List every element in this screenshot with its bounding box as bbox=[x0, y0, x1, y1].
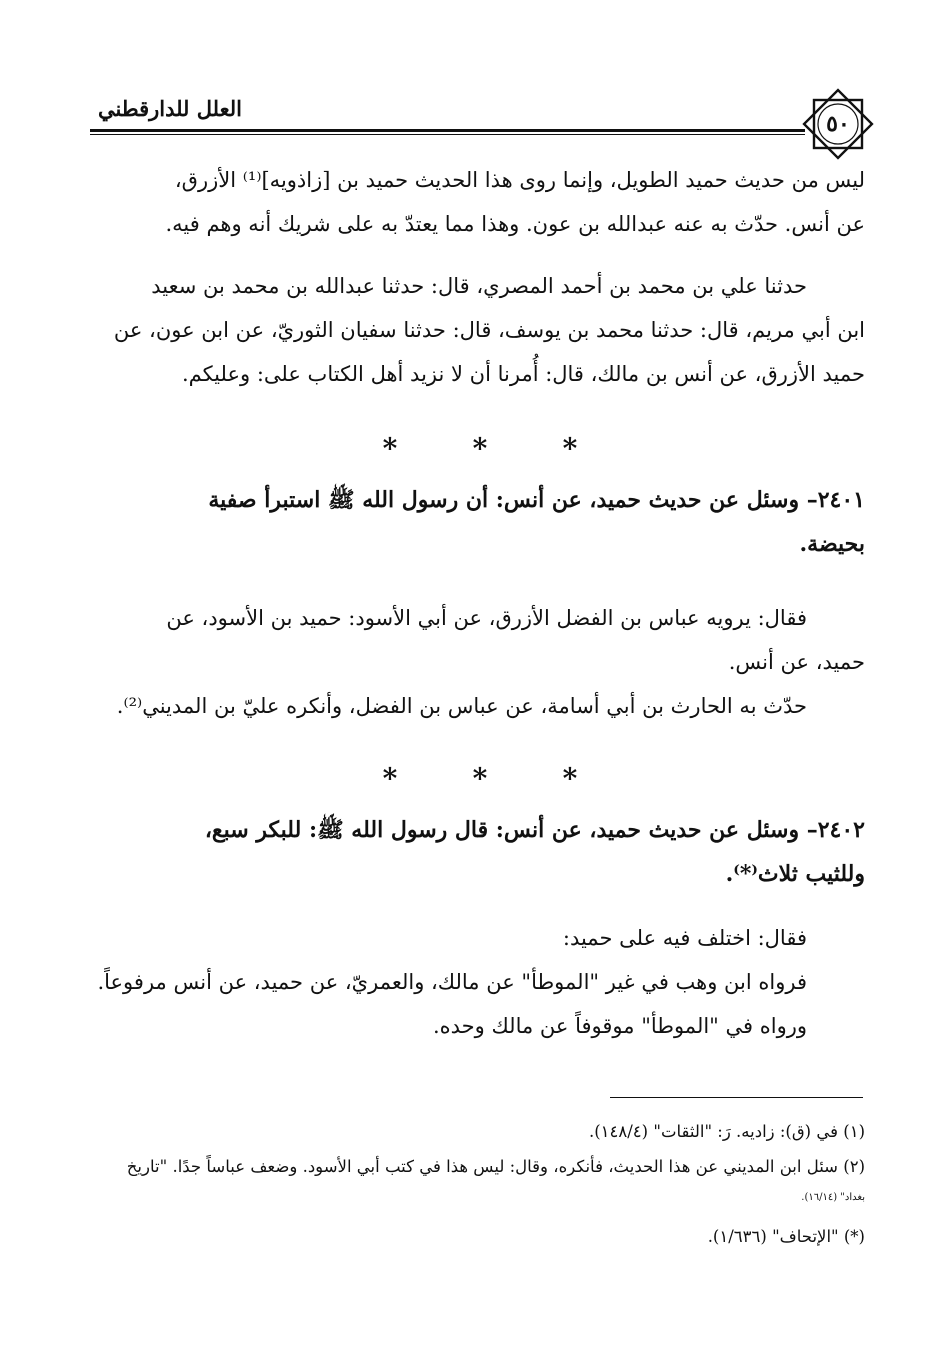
paragraph-isnad bbox=[88, 264, 865, 396]
section-separator bbox=[380, 762, 580, 795]
entry-2402-heading bbox=[88, 808, 865, 896]
paragraph-continuation bbox=[88, 158, 865, 246]
entry-2401-heading bbox=[88, 478, 865, 566]
header-rule bbox=[90, 129, 805, 132]
running-header-title: العلل للدارقطني bbox=[98, 96, 242, 121]
footnote-rule bbox=[610, 1097, 863, 1098]
separator-star: * bbox=[382, 432, 398, 465]
section-separator bbox=[380, 432, 580, 465]
page-number: ٥٠ bbox=[826, 111, 850, 137]
footnote-2: (٢) سئل ابن المديني عن هذا الحديث، فأنكره، وقال: ليس هذا في كتب أبي الأسود. وضعف عباساً جدًا. "تاريخ bbox=[126, 1157, 865, 1176]
separator-star: * bbox=[382, 762, 398, 795]
footnote-1: (١) في (ق): زاديه. رَ: "الثقات" (١٤٨/٤). bbox=[588, 1122, 865, 1141]
header-rule-thin bbox=[90, 134, 805, 135]
separator-star: * bbox=[472, 432, 488, 465]
text-line: فقال: يرويه عباس بن الفضل الأزرق، عن أبي الأسود: حميد بن الأسود، عن bbox=[166, 606, 807, 630]
text-line: فرواه ابن وهب في غير "الموطأ" عن مالك، والعمريّ، عن حميد، عن أنس مرفوعاً. bbox=[97, 970, 807, 994]
text-line: فقال: اختلف فيه على حميد: bbox=[562, 926, 807, 950]
heading-line: ٢٤٠٢– وسئل عن حديث حميد، عن أنس: قال رسول الله ﷺ: للبكر سبع، bbox=[204, 817, 865, 843]
text-line: عن أنس. حدّث به عنه عبدالله بن عون. وهذا مما يعتدّ به على شريك أنه وهم فيه. bbox=[165, 212, 865, 236]
separator-star: * bbox=[562, 432, 578, 465]
entry-2401-body bbox=[88, 596, 865, 728]
separator-star: * bbox=[562, 762, 578, 795]
entry-2402-body bbox=[88, 916, 865, 1048]
text-line: حدّث به الحارث بن أبي أسامة، عن عباس بن الفضل، وأنكره عليّ بن المديني⁽²⁾. bbox=[116, 694, 807, 718]
heading-line: ٢٤٠١– وسئل عن حديث حميد، عن أنس: أن رسول الله ﷺ استبرأ صفية bbox=[208, 487, 865, 513]
heading-line: بحيضة. bbox=[799, 531, 865, 557]
text-line: حميد، عن أنس. bbox=[728, 650, 865, 674]
text-line: ورواه في "الموطأ" موقوفاً عن مالك وحده. bbox=[432, 1014, 807, 1038]
text-line: حميد الأزرق، عن أنس بن مالك، قال: أُمرنا أن لا نزيد أهل الكتاب على: وعليكم. bbox=[181, 362, 865, 386]
page-number-badge bbox=[800, 86, 876, 162]
text-line: ليس من حديث حميد الطويل، وإنما روى هذا الحديث حميد بن [زاذويه]⁽¹⁾ الأزرق، bbox=[174, 168, 865, 192]
text-line: حدثنا علي بن محمد بن أحمد المصري، قال: حدثنا عبدالله بن محمد بن سعيد bbox=[151, 274, 807, 298]
footnote-2-continuation: بغداد" (١٦/١٤). bbox=[801, 1192, 865, 1203]
footnote-star: (*) "الإتحاف" (١/٦٣٦). bbox=[707, 1227, 865, 1246]
separator-star: * bbox=[472, 762, 488, 795]
heading-line: وللثيب ثلاث⁽*⁾. bbox=[725, 861, 865, 887]
text-line: ابن أبي مريم، قال: حدثنا محمد بن يوسف، قال: حدثنا سفيان الثوريّ، عن ابن عون، عن bbox=[113, 318, 865, 342]
